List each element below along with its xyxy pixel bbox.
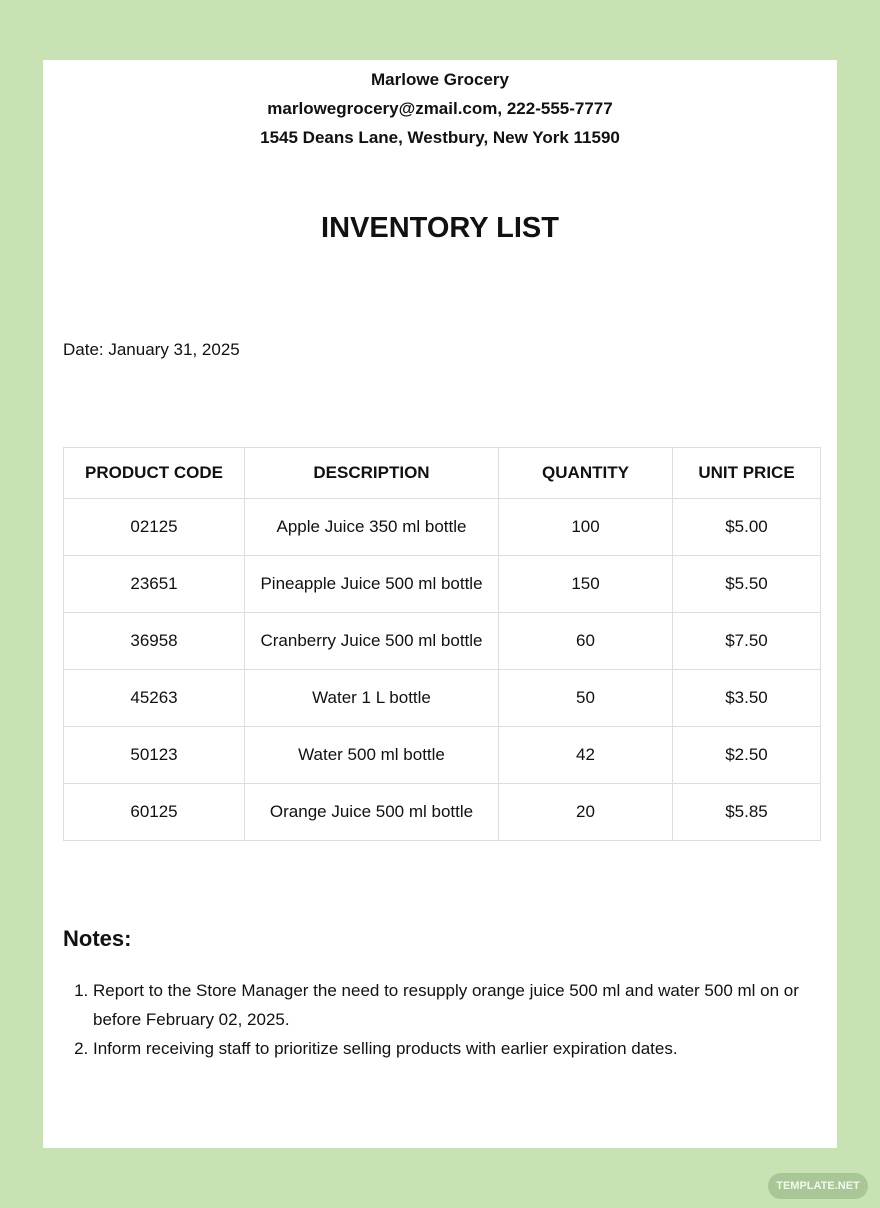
table-cell: $2.50	[673, 727, 821, 784]
table-row	[64, 670, 821, 727]
table-row	[64, 727, 821, 784]
column-header: UNIT PRICE	[673, 448, 821, 499]
column-header: DESCRIPTION	[245, 448, 499, 499]
table-cell: 42	[499, 727, 673, 784]
table-cell: 50	[499, 670, 673, 727]
table-cell: $3.50	[673, 670, 821, 727]
company-address: 1545 Deans Lane, Westbury, New York 11590	[260, 128, 620, 147]
document-page	[43, 60, 837, 1148]
table-cell: 02125	[64, 499, 245, 556]
table-cell: 60125	[64, 784, 245, 841]
table-cell: 150	[499, 556, 673, 613]
table-cell: Orange Juice 500 ml bottle	[245, 784, 499, 841]
notes-list	[63, 976, 833, 1063]
table-cell: Pineapple Juice 500 ml bottle	[245, 556, 499, 613]
table-header-row	[64, 448, 821, 499]
table-row	[64, 556, 821, 613]
note-item: 2. Inform receiving staff to prioritize selling products with earlier expiration dates.	[93, 1034, 833, 1063]
table-cell: Apple Juice 350 ml bottle	[245, 499, 499, 556]
document-date: Date: January 31, 2025	[63, 340, 240, 359]
table-cell: Cranberry Juice 500 ml bottle	[245, 613, 499, 670]
column-header: PRODUCT CODE	[64, 448, 245, 499]
table-cell: $5.50	[673, 556, 821, 613]
table-cell: Water 1 L bottle	[245, 670, 499, 727]
column-header: QUANTITY	[499, 448, 673, 499]
table-cell: Water 500 ml bottle	[245, 727, 499, 784]
table-cell: 36958	[64, 613, 245, 670]
table-cell: $5.85	[673, 784, 821, 841]
table-cell: 50123	[64, 727, 245, 784]
table-row	[64, 613, 821, 670]
document-title: INVENTORY LIST	[321, 212, 559, 244]
table-cell: 100	[499, 499, 673, 556]
table-cell: 20	[499, 784, 673, 841]
company-contact: marlowegrocery@zmail.com, 222-555-7777	[267, 99, 613, 118]
watermark-logo: TEMPLATE.NET	[768, 1173, 868, 1199]
company-name: Marlowe Grocery	[371, 70, 509, 89]
table-cell: 45263	[64, 670, 245, 727]
note-item: 1. Report to the Store Manager the need to resupply orange juice 500 ml and water 500 ml on or before February 02, 2025.	[93, 976, 833, 1034]
table-cell: 60	[499, 613, 673, 670]
notes-heading: Notes:	[63, 926, 132, 951]
table-row	[64, 784, 821, 841]
table-cell: $5.00	[673, 499, 821, 556]
table-cell: $7.50	[673, 613, 821, 670]
table-row	[64, 499, 821, 556]
table-cell: 23651	[64, 556, 245, 613]
inventory-table	[63, 447, 821, 841]
